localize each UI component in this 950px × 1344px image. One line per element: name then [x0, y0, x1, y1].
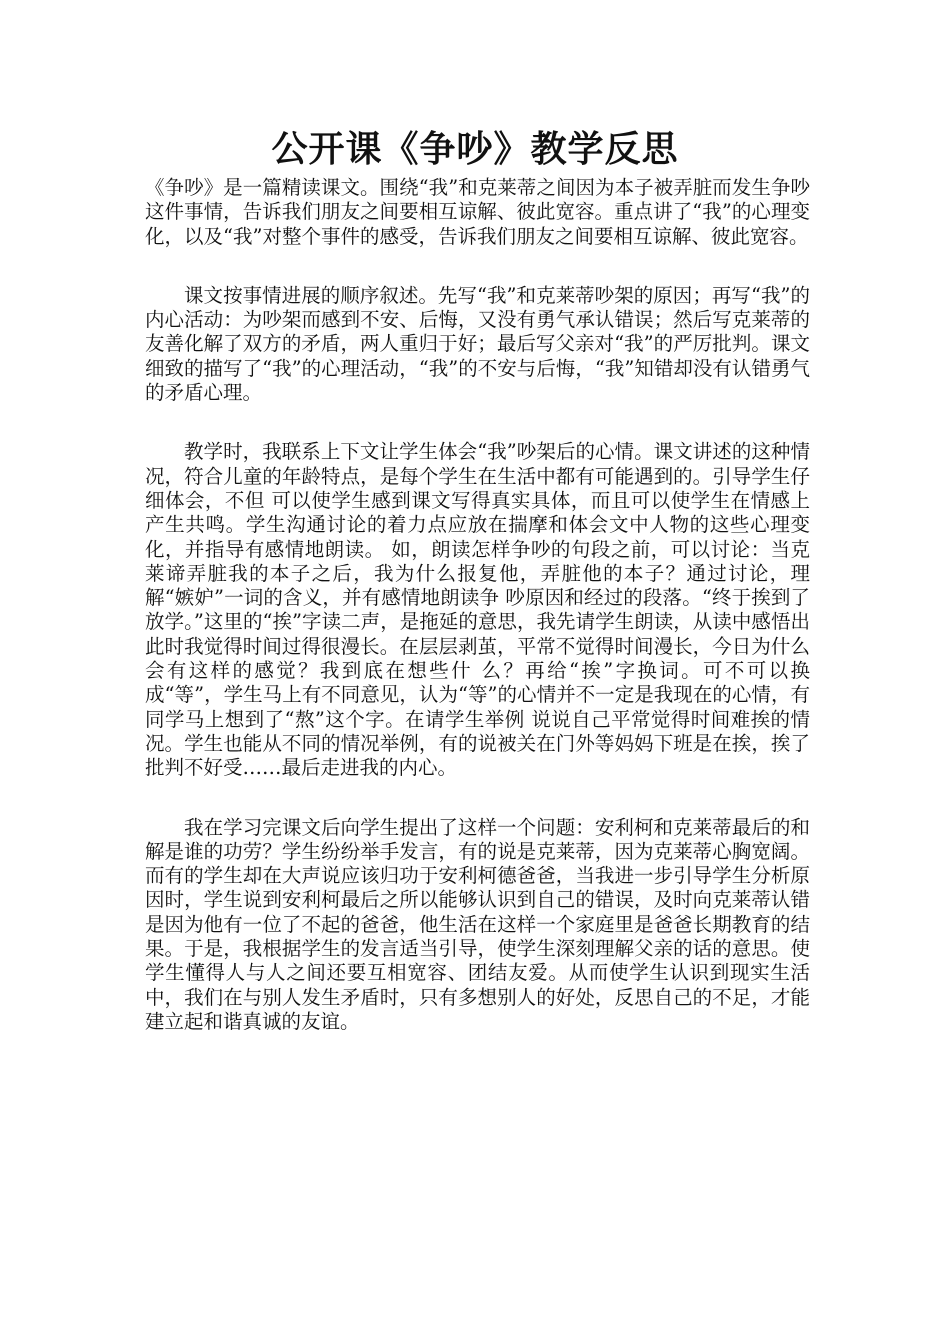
paragraph-intro: 《争吵》是一篇精读课文。围绕“我”和克莱蒂之间因为本子被弄脏而发生争吵这件事情，告诉我们朋友之间要相互谅解、彼此宽容。重点讲了“我”的心理变化，以及“我”对整个事件的感受，告诉我们朋友之间要相互谅解、彼此宽容。 [145, 176, 810, 248]
paragraph-structure: 课文按事情进展的顺序叙述。先写“我”和克莱蒂吵架的原因；再写“我”的内心活动：为吵架而感到不安、后悔，又没有勇气承认错误；然后写克莱蒂的友善化解了双方的矛盾，两人重归于好；最后写父亲对“我”的严厉批判。课文细致的描写了“我”的心理活动，“我”的不安与后悔，“我”知错却没有认错勇气的矛盾心理。 [145, 283, 810, 405]
paragraph-reflection: 我在学习完课文后向学生提出了这样一个问题：安利柯和克莱蒂最后的和解是谁的功劳？学生纷纷举手发言，有的说是克莱蒂，因为克莱蒂心胸宽阔。而有的学生却在大声说应该归功于安利柯德爸爸，当我进一步引导学生分析原因时，学生说到安利柯最后之所以能够认识到自己的错误，及时向克莱蒂认错是因为他有一位了不起的爸爸，他生活在这样一个家庭里是爸爸长期教育的结果。于是，我根据学生的发言适当引导，使学生深刻理解父亲的话的意思。使学生懂得人与人之间还要互相宽容、团结友爱。从而使学生认识到现实生活中，我们在与别人发生矛盾时，只有多想别人的好处，反思自己的不足，才能建立起和谐真诚的友谊。 [145, 815, 810, 1033]
page-title: 公开课《争吵》教学反思 [271, 129, 679, 170]
document-body [145, 176, 810, 1069]
paragraph-teaching: 教学时，我联系上下文让学生体会“我”吵架后的心情。课文讲述的这种情况，符合儿童的年龄特点，是每个学生在生活中都有可能遇到的。引导学生仔细体会，不但 可以使学生感到课文写得真实具体，而且可以使学生在情感上产生共鸣。学生沟通讨论的着力点应放在揣摩和体会文中人物的这些心理变化，并指导有感情地朗读。 如，朗读怎样争吵的句段之前，可以讨论：当克莱谛弄脏我的本子之后，我为什么报复他，弄脏他的本子？通过讨论，理解“嫉妒”一词的含义，并有感情地朗读争 吵原因和经过的段落。“终于挨到了放学。”这里的“挨”字读二声，是拖延的意思，我先请学生朗读，从读中感悟出此时我觉得时间过得很漫长。在层层剥茧，平常不觉得时间漫长，今日为什么会有这样的感觉？我到底在想些什 么？再给“挨”字换词。可不可以换成“等”，学生马上有不同意见，认为“等”的心情并不一定是我现在的心情，有同学马上想到了“熬”这个字。在请学生举例 说说自己平常觉得时间难挨的情况。学生也能从不同的情况举例，有的说被关在门外等妈妈下班是在挨，挨了批判不好受……最后走进我的内心。 [145, 440, 810, 780]
